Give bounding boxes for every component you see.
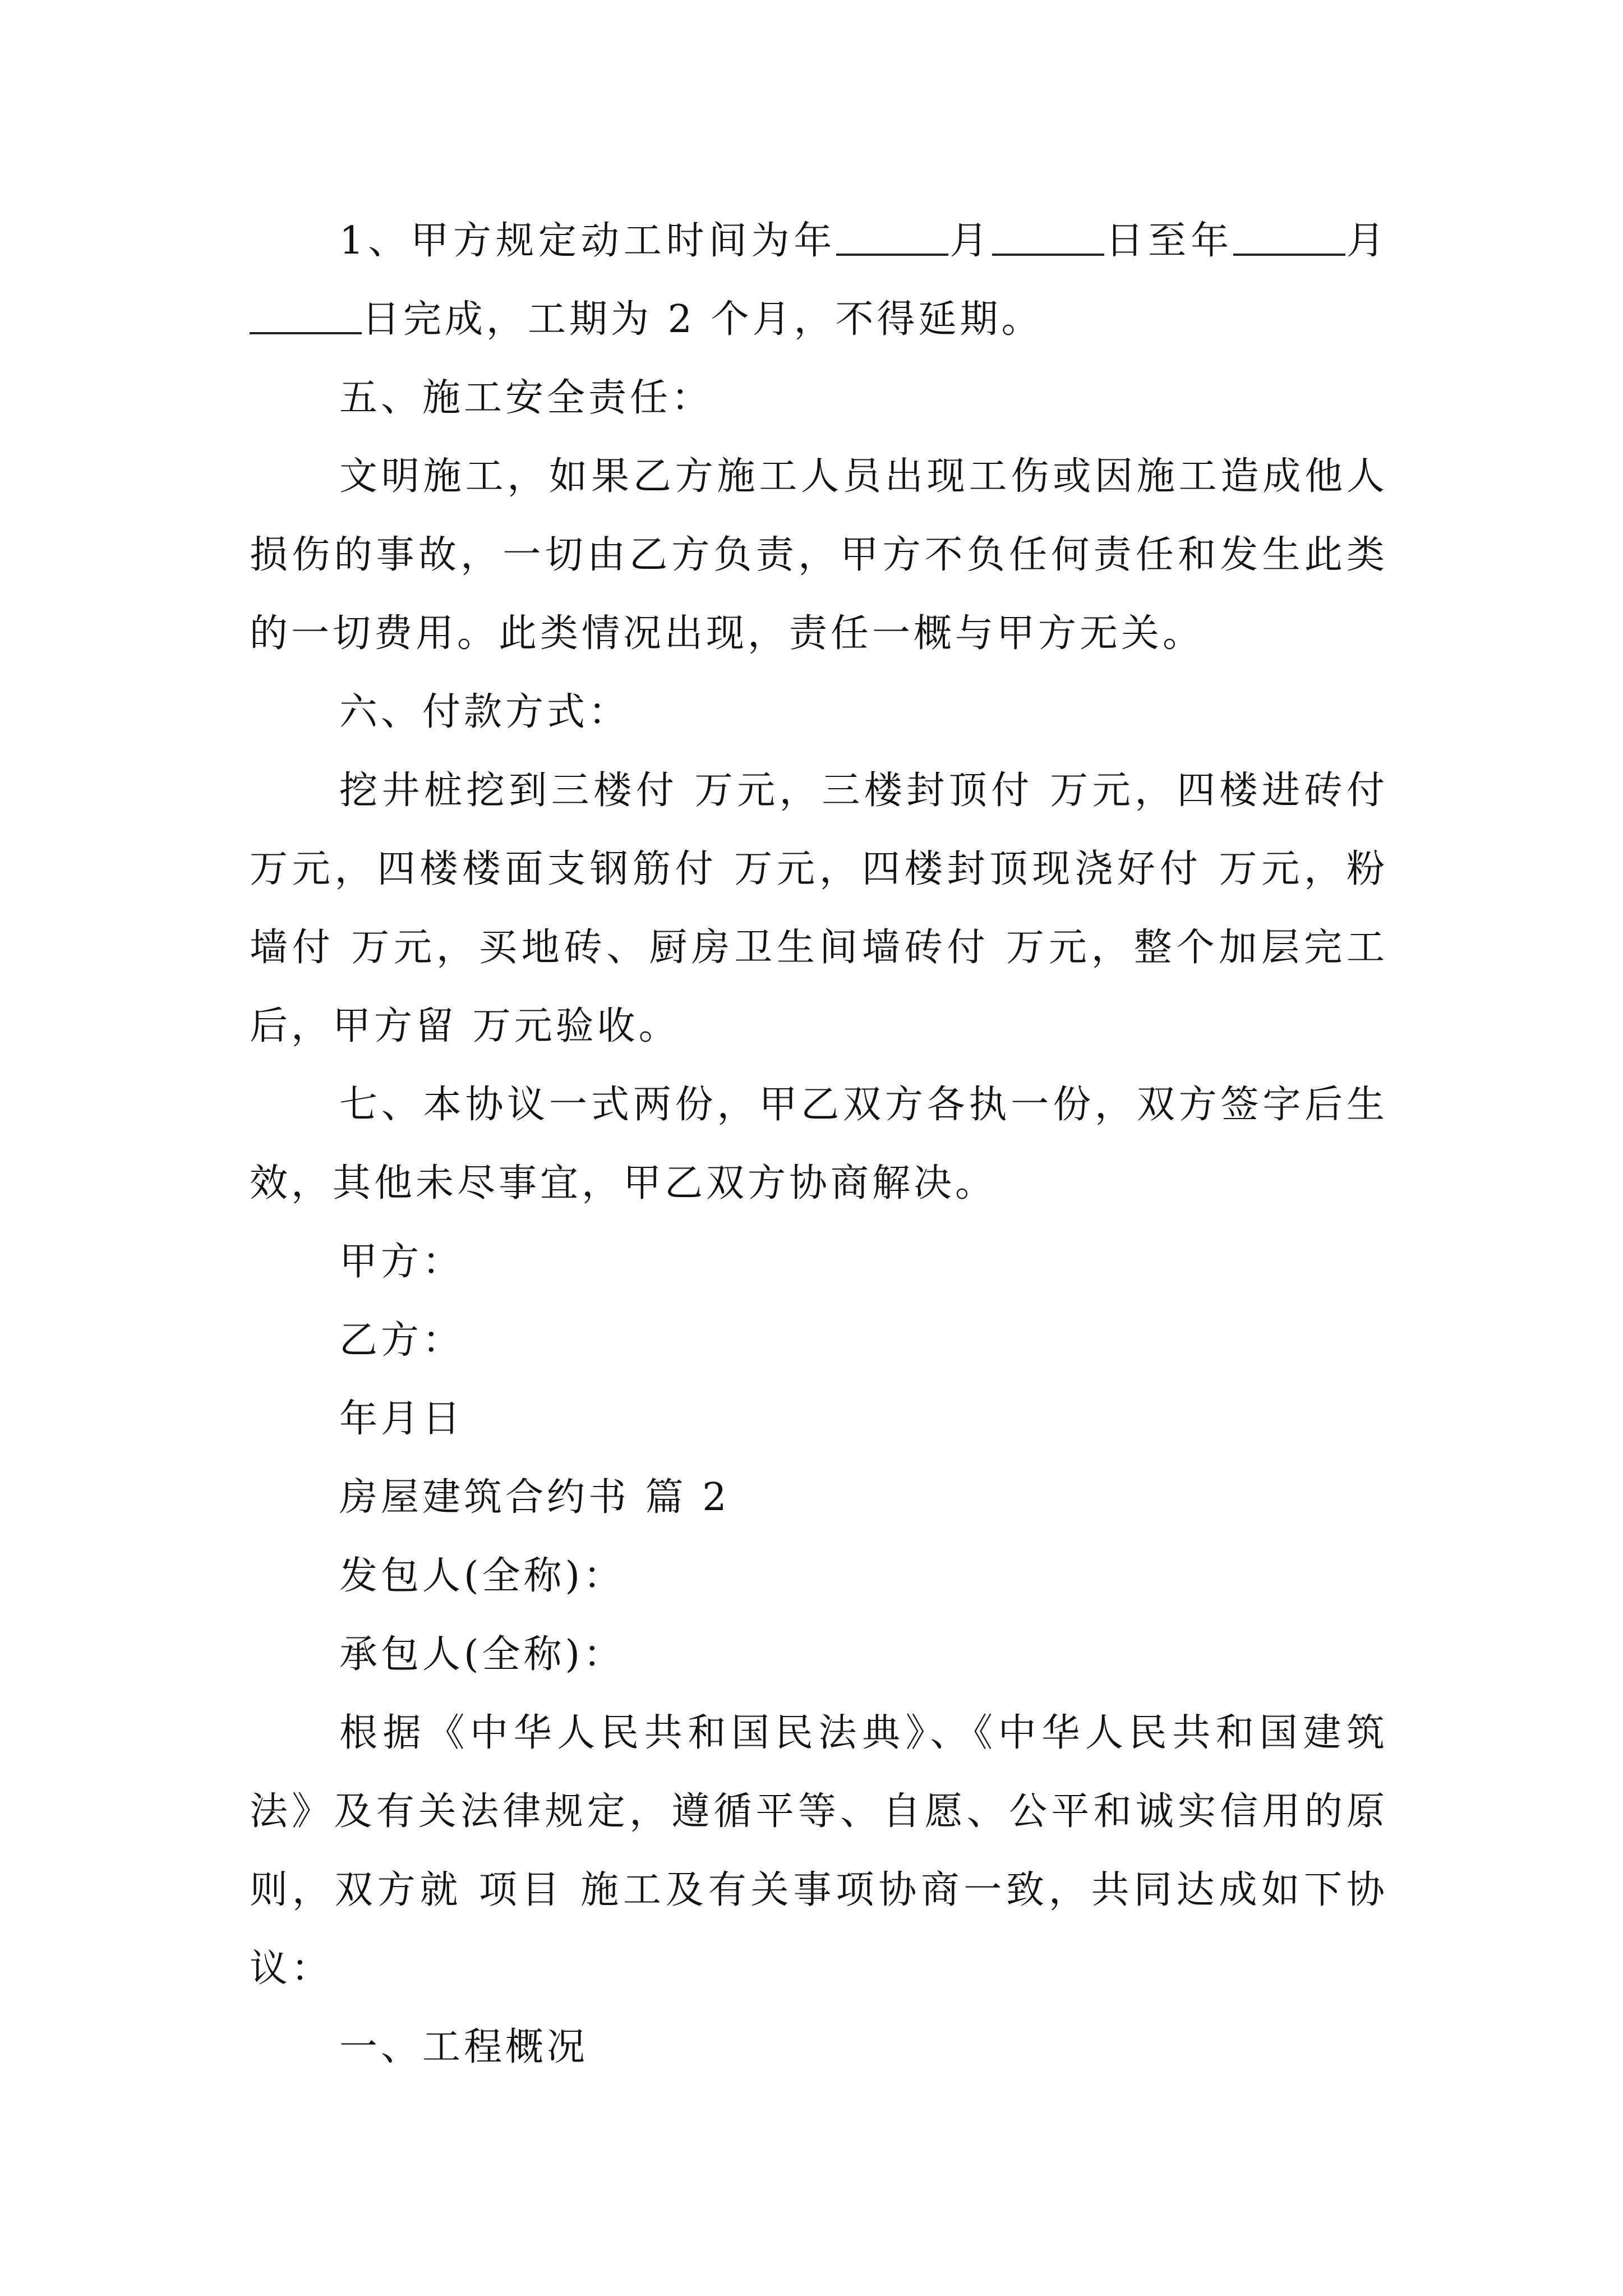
employer-label: 发包人(全称)： [339,1554,625,1598]
blank-day-start [992,220,1104,256]
contract-title: 房屋建筑合约书 篇 2 [339,1475,730,1520]
blank-month-start [836,220,948,256]
party-a-label: 甲方： [339,1240,464,1284]
paragraph-copies: 七、本协议一式两份，甲乙双方各执一份，双方签字后生效，其他未尽事宜，甲乙双方协商解决。 [250,1083,1388,1205]
party-b-label: 乙方： [339,1318,464,1363]
paragraph-safety: 文明施工，如果乙方施工人员出现工伤或因施工造成他人损伤的事故，一切由乙方负责，甲方不负任何责任和发生此类的一切费用。此类情况出现，责任一概与甲方无关。 [250,454,1388,656]
date-label: 年月日 [339,1397,464,1441]
paragraph-payment: 挖井桩挖到三楼付 万元，三楼封顶付 万元，四楼进砖付 万元，四楼楼面支钢筋付 万元，四楼封顶现浇好付 万元，粉墙付 万元，买地砖、厨房卫生间墙砖付 万元，整个加层完工后，甲方留 万元验收。 [250,769,1404,1048]
schedule-text-4: 月 [1345,219,1388,263]
blank-month-end [1233,220,1345,256]
heading-safety: 五、施工安全责任： [339,376,713,420]
blank-day-end [250,298,362,334]
heading-project-overview: 一、工程概况 [339,2025,589,2069]
schedule-text-2: 月 [948,219,993,263]
heading-payment: 六、付款方式： [339,690,630,734]
contractor-label: 承包人(全称)： [339,1632,625,1677]
schedule-text-5: 日完成，工期为 2 个月，不得延期。 [362,297,1043,342]
document-body [250,202,1404,2087]
schedule-text-1: 1、甲方规定动工时间为年 [339,219,837,263]
paragraph-schedule [250,202,1388,359]
schedule-text-3: 日至年 [1104,219,1234,263]
paragraph-legal-basis: 根据《中华人民共和国民法典》、《中华人民共和国建筑法》及有关法律规定，遵循平等、自愿、公平和诚实信用的原则，双方就 项目 施工及有关事项协商一致，共同达成如下协议： [250,1711,1388,1991]
